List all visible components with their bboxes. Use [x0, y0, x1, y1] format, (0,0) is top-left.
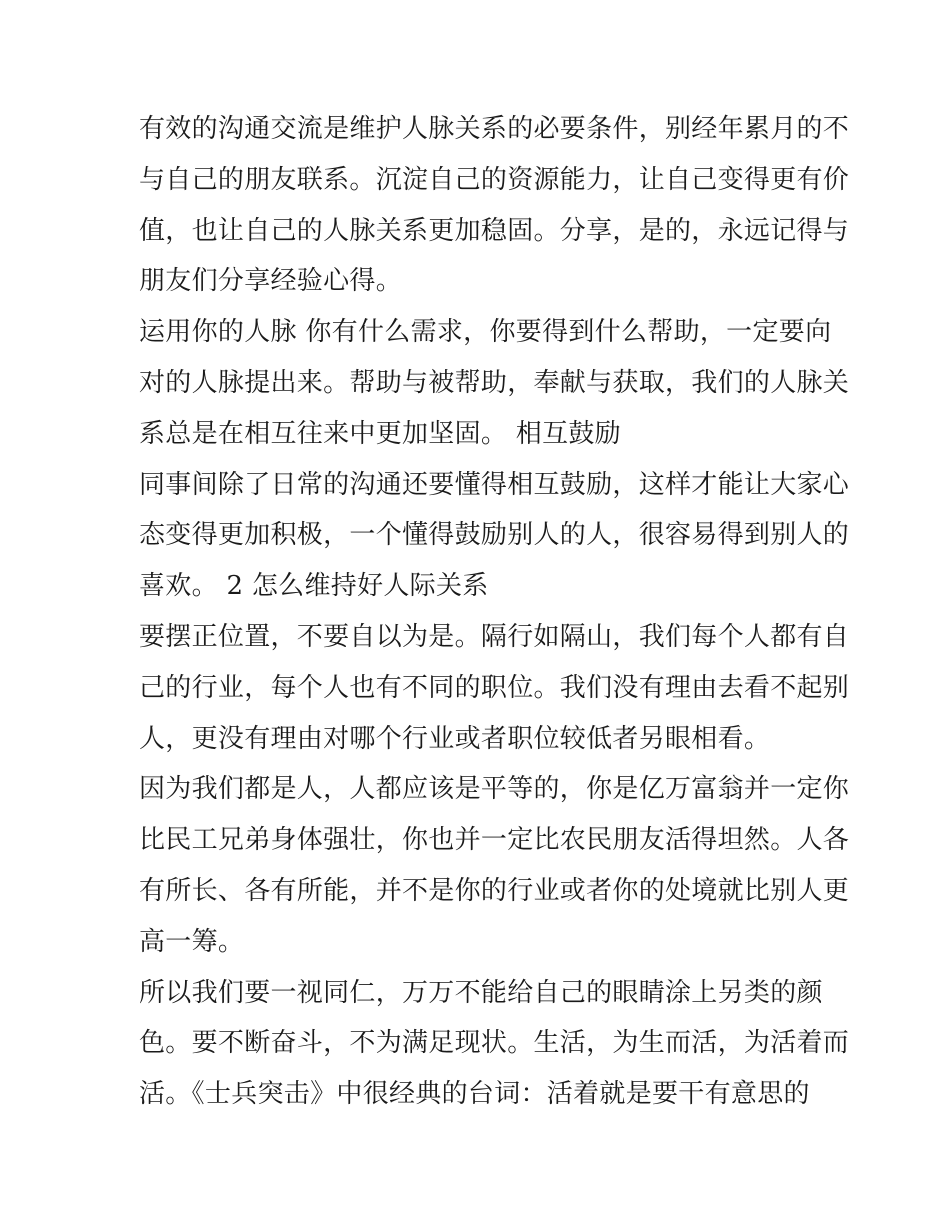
text-line: 喜欢。 2 怎么维持好人际关系: [139, 571, 489, 602]
text-line: 人，更没有理由对哪个行业或者职位较低者另眼相看。: [139, 723, 771, 754]
text-line: 色。要不断奋斗，不为满足现状。生活，为生而活，为活着而: [139, 1028, 850, 1059]
text-line: 所以我们要一视同仁，万万不能给自己的眼睛涂上另类的颜: [139, 977, 823, 1008]
text-line: 己的行业，每个人也有不同的职位。我们没有理由去看不起别: [139, 672, 850, 703]
text-line: 要摆正位置，不要自以为是。隔行如隔山，我们每个人都有自: [139, 621, 850, 652]
text-line: 与自己的朋友联系。沉淀自己的资源能力，让自己变得更有价: [139, 164, 850, 195]
text-line: 比民工兄弟身体强壮，你也并一定比农民朋友活得坦然。人各: [139, 825, 850, 856]
text-line: 同事间除了日常的沟通还要懂得相互鼓励，这样才能让大家心: [139, 469, 850, 500]
text-line: 有所长、各有所能，并不是你的行业或者你的处境就比别人更: [139, 875, 850, 906]
text-line: 态变得更加积极，一个懂得鼓励别人的人，很容易得到别人的: [139, 520, 850, 551]
text-line: 朋友们分享经验心得。: [139, 266, 403, 297]
body-text: [139, 104, 850, 1120]
text-line: 因为我们都是人，人都应该是平等的，你是亿万富翁并一定你: [139, 774, 850, 805]
text-line: 高一筹。: [139, 926, 245, 957]
text-line: 活。《士兵突击》中很经典的台词：活着就是要干有意思的: [139, 1079, 810, 1110]
text-line: 值，也让自己的人脉关系更加稳固。分享，是的，永远记得与: [139, 215, 850, 246]
text-line: 系总是在相互往来中更加坚固。 相互鼓励: [139, 418, 621, 449]
text-line: 运用你的人脉 你有什么需求，你要得到什么帮助，一定要向: [139, 317, 832, 348]
text-line: 有效的沟通交流是维护人脉关系的必要条件，别经年累月的不: [139, 114, 850, 144]
text-line: 对的人脉提出来。帮助与被帮助，奉献与获取，我们的人脉关: [139, 367, 850, 398]
